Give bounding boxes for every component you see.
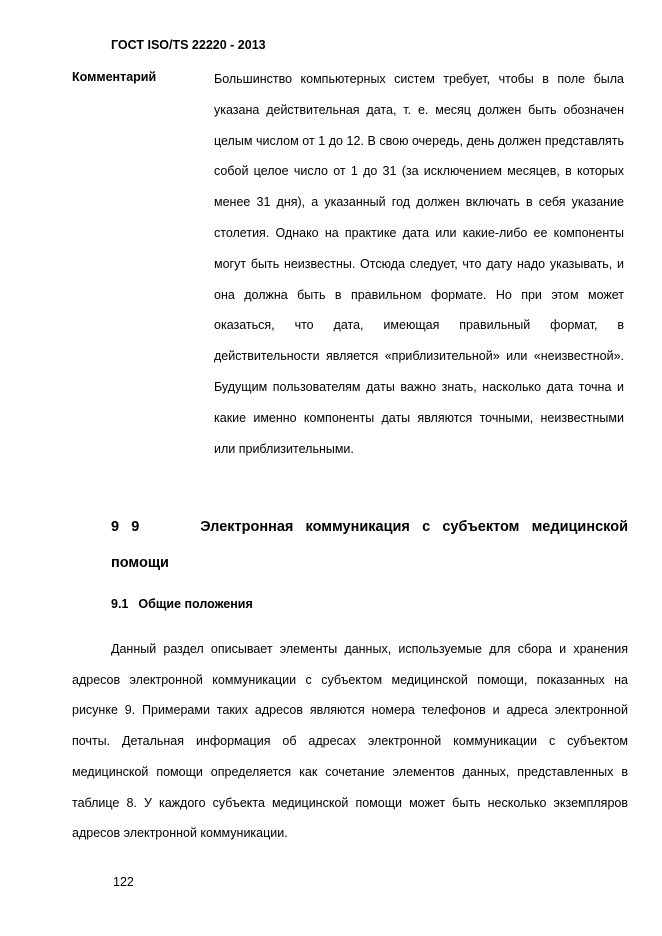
subsection-title: Общие положения bbox=[138, 597, 253, 611]
comment-text: Большинство компьютерных систем требует, чтобы в поле была указана действительная дата, т. е. месяц должен быть обозначен целым числом от 1 до 12. В свою очередь, день должен представлять собой целое число от 1 до 31 (за исключением месяцев, в которых менее 31 дня), а указанный год должен включать в себя указание столетия. Однако на практике дата или какие-либо ее компоненты могут быть неизвестны. Отсюда следует, что дату надо указывать, и она должна быть в правильном формате. Но при этом может оказаться, что дата, имеющая правильный формат, в действительности является «приблизительной» или «неизвестной». Будущим пользователям даты важно знать, насколько дата точна и какие именно компоненты даты являются точными, неизвестными или приблизительными. bbox=[214, 72, 624, 456]
section-title: Электронная коммуникация с субъектом медицинской помощи bbox=[111, 519, 628, 571]
body-paragraph: Данный раздел описывает элементы данных, используемые для сбора и хранения адресов электронной коммуникации с субъектом медицинской помощи, показанных на рисунке 9. Примерами таких адресов являются номера телефонов и адреса электронной почты. Детальная информация об адресах электронной коммуникации с субъектом медицинской помощи определяется как сочетание элементов данных, представленных в таблице 8. У каждого субъекта медицинской помощи может быть несколько экземпляров адресов электронной коммуникации. bbox=[72, 642, 628, 841]
document-header: ГОСТ ISO/TS 22220 - 2013 bbox=[111, 38, 266, 52]
section-heading bbox=[111, 509, 628, 581]
subsection-number: 9.1 bbox=[111, 597, 129, 611]
subsection-heading bbox=[111, 597, 253, 611]
section-number: 9 9 bbox=[111, 519, 140, 535]
comment-label: Комментарий bbox=[72, 70, 157, 84]
page-number: 122 bbox=[113, 875, 134, 889]
